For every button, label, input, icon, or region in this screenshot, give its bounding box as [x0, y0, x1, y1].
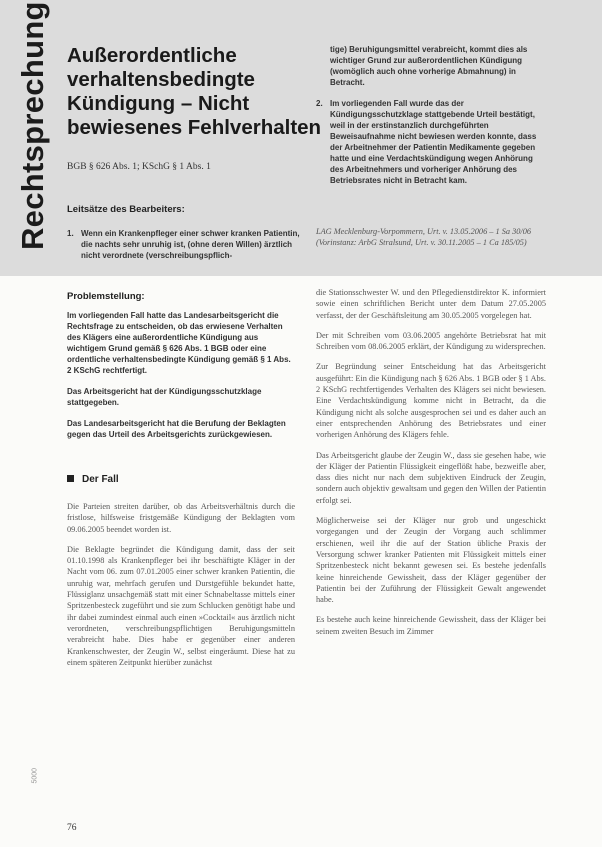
- title-line: Außerordentliche: [67, 44, 237, 67]
- leitsaetze-right: [316, 44, 546, 186]
- body-paragraph: Der mit Schreiben vom 03.06.2005 angehörte Betriebsrat hat mit Schreiben vom 08.06.2005 erklärt, der Kündigung zu widersprechen.: [316, 330, 546, 352]
- leitsatz-text: Im vorliegenden Fall wurde das der Kündigungsschutzklage stattgebende Urteil bestätigt, weil in der erstinstanzlich durchgeführten Beweisaufnahme nicht bewiesen werden konnte, dass der Arbeitnehmer der Patientin Medikamente gegeben hatte und eine Verdachtskündigung wegen Anhörung des Arbeitnehmers und vorheriger Anhörung des Betriebsrates nicht in Betracht kam.: [330, 99, 537, 185]
- section-bullet-icon: [67, 475, 74, 482]
- page-number: 76: [67, 823, 77, 833]
- body-paragraph: Zur Begründung seiner Entscheidung hat das Arbeitsgericht ausgeführt: Ein die Kündigung nach § 626 Abs. 1 BGB oder § 1 Abs. 2 KSchG rechtfertigendes Verhalten des Klägers sei nicht bewiesen. Eine Verdachtskündigung komme nicht in Betracht, da die Kündigung nicht als solche ausgesprochen sei und es daher auch an einer entsprechenden Anhörung des Betriebsrates und einer vorherigen Anhörung des Klägers fehle.: [316, 362, 546, 440]
- leitsatz-text: Wenn ein Krankenpfleger einer schwer kranken Patientin, die nachts sehr unruhig ist, (ohne deren Willen) ärztlich nicht verordnete (verschreibungspflich-: [81, 229, 300, 260]
- leitsatz-text: tige) Beruhigungsmittel verabreicht, kommt dies als wichtiger Grund zur außerordentlichen Kündigung (womöglich auch ohne vorherige Abmahnung) in Betracht.: [330, 45, 528, 87]
- legal-references: BGB § 626 Abs. 1; KSchG § 1 Abs. 1: [67, 162, 211, 172]
- title-line: Kündigung – Nicht: [67, 92, 250, 115]
- article-title: [67, 44, 322, 140]
- side-code: 5000: [31, 767, 39, 784]
- fall-heading-text: Der Fall: [82, 474, 119, 485]
- problem-heading: Problemstellung:: [67, 291, 145, 302]
- problem-paragraph: Das Arbeitsgericht hat der Kündigungsschutzklage stattgegeben.: [67, 387, 262, 407]
- problem-paragraph: Das Landesarbeitsgericht hat die Berufung der Beklagten gegen das Urteil des Arbeitsgerichts zurückgewiesen.: [67, 419, 286, 439]
- body-paragraph: Möglicherweise sei der Kläger nur grob und ungeschickt vorgegangen und der Zeugin der Vorgang auch schlimmer erschienen, weil ihr die auf der Station übliche Praxis der Versorgung schwer kranker Patienten mit Flüssigkeit mittels einer Spritzenbesteck nicht bekannt gewesen sei. Es bestehe jedenfalls keine hinreichende Gewissheit, dass der Kläger gegenüber der Patientin bei der Zuführung der Flüssigkeit Gewalt angewendet habe.: [316, 516, 546, 605]
- body-paragraph: die Stationsschwester W. und den Pflegedienstdirektor K. informiert sowie einen schriftlichen Bericht unter dem Datum 27.05.2005 verfasst, der der Geschäftsleitung am 30.05.2005 vorgelegen hat.: [316, 288, 546, 320]
- leitsaetze-heading: Leitsätze des Bearbeiters:: [67, 204, 185, 215]
- body-paragraph: Das Arbeitsgericht glaube der Zeugin W., dass sie gesehen habe, wie der Kläger der Patientin Flüssigkeit eingeflößt habe, bezweifle aber, dass dies nicht nur nach dem subjektiven Eindruck der Zeugin, sondern auch objektiv gewaltsam und gegen den Willen der Patientin erfolgt sei.: [316, 450, 546, 505]
- body-paragraph: Die Parteien streiten darüber, ob das Arbeitsverhältnis durch die fristlose, hilfsweise fristgemäße Kündigung der Beklagten vom 09.06.2005 beendet worden ist.: [67, 502, 295, 534]
- leitsatz-1-left: [67, 228, 307, 261]
- leitsatz-number: 1.: [67, 229, 74, 238]
- fall-heading: [67, 474, 295, 485]
- problem-paragraph: Im vorliegenden Fall hatte das Landesarbeitsgericht die Rechtsfrage zu entscheiden, ob das erwiesene Verhalten des Klägers eine außerordentliche Kündigung aus wichtigem Grund gemäß § 626 Abs. 1 BGB oder eine ordentliche verhaltensbedingte Kündigung gemäß § 1 Abs. 2 KSchG rechtfertigt.: [67, 311, 291, 375]
- body-paragraph: Die Beklagte begründet die Kündigung damit, dass der seit 01.10.1998 als Krankenpfleger bei ihr beschäftigte Kläger in der Nacht vom 06. zum 07.01.2005 einer schwer kranken Patientin, die unruhig war, mehrfach gerufen und Durstgefühle bekundet hatte, Flüssiglanz unsachgemäß statt mit einer Schnabeltasse mittels einer Spritzenbesteck zugeführt und sie zum Schlucken genötigt habe und ihr dabei zumindest einmal auch einen »Cocktail« aus ärztlich nicht verordneten, verschreibungspflichtigen Beruhigungsmitteln verabreicht habe. Dies habe er gegenüber einer anderen Krankenschwester, der Zeugin W., selbst eingeräumt. Diese hat zu einem späteren Zeitpunkt hierüber zunächst: [67, 544, 295, 667]
- section-label: Rechtsprechung: [15, 1, 50, 250]
- leitsatz-number: 2.: [316, 99, 323, 108]
- right-column: [316, 287, 546, 637]
- court-citation: LAG Mecklenburg-Vorpommern, Urt. v. 13.05.2006 – 1 Sa 30/06 (Vorinstanz: ArbG Stralsund, Urt. v. 30.11.2005 – 1 Ca 185/05): [316, 227, 532, 248]
- title-line: bewiesenes Fehlverhalten: [67, 116, 322, 139]
- body-paragraph: Es bestehe auch keine hinreichende Gewissheit, dass der Kläger bei seinem zweiten Besuch im Zimmer: [316, 615, 546, 636]
- title-line: verhaltensbedingte: [67, 68, 255, 91]
- left-column: [67, 291, 295, 668]
